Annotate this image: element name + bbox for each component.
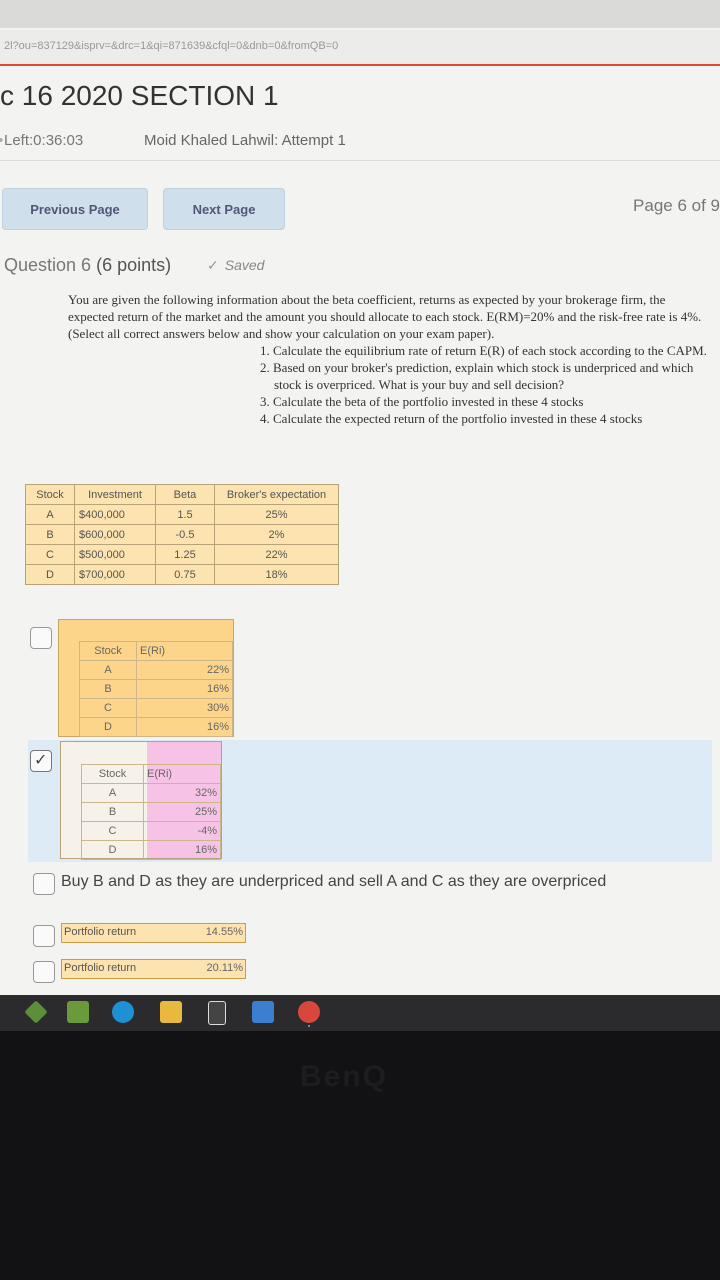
table-row	[80, 680, 233, 699]
table-cell: 18%	[215, 565, 339, 585]
table-cell: 22%	[215, 545, 339, 565]
table-row	[26, 525, 339, 545]
table-cell: D	[82, 841, 144, 860]
header-cell: Stock	[80, 642, 137, 661]
table-cell: C	[26, 545, 75, 565]
header-cell: Stock	[82, 765, 144, 784]
header-cell: Broker's expectation	[215, 485, 339, 505]
portfolio-return-label: Portfolio return	[64, 962, 137, 974]
option-5-image	[61, 959, 246, 979]
header-cell: Investment	[75, 485, 156, 505]
table-cell: 16%	[144, 841, 221, 860]
header-cell: E(Ri)	[137, 642, 233, 661]
table-cell: C	[82, 822, 144, 841]
table-cell: $400,000	[75, 505, 156, 525]
table-row	[82, 803, 221, 822]
table-cell: B	[82, 803, 144, 822]
task-item: 2. Based on your broker's prediction, explain which stock is underpriced and which stock is overpriced. What is your buy and sell decision?	[260, 360, 694, 392]
table-cell: 25%	[215, 505, 339, 525]
table-header-row	[82, 765, 221, 784]
saved-status	[207, 257, 264, 274]
table-cell: B	[80, 680, 137, 699]
option-4-image	[61, 923, 246, 943]
portfolio-return-label: Portfolio return	[64, 926, 137, 938]
option-3-text: Buy B and D as they are underpriced and sell A and C as they are overpriced	[61, 873, 607, 890]
table-cell: $700,000	[75, 565, 156, 585]
previous-page-button[interactable]: Previous Page	[2, 188, 148, 230]
chrome-icon[interactable]	[298, 1001, 320, 1023]
table-cell: -0.5	[156, 525, 215, 545]
table-cell: $600,000	[75, 525, 156, 545]
table-cell: 16%	[137, 680, 233, 699]
task-item: 1. Calculate the equilibrium rate of return E(R) of each stock according to the CAPM.	[260, 343, 707, 358]
table-cell: A	[26, 505, 75, 525]
laptop-brand-logo: BenQ	[300, 1060, 389, 1093]
option-4-checkbox[interactable]	[33, 925, 55, 947]
table-cell: A	[80, 661, 137, 680]
header-cell: Beta	[156, 485, 215, 505]
table-row	[26, 545, 339, 565]
table-cell: 1.25	[156, 545, 215, 565]
header-divider	[0, 160, 720, 161]
question-number: Question 6	[4, 255, 92, 275]
table-cell: $500,000	[75, 545, 156, 565]
table-cell: D	[26, 565, 75, 585]
portfolio-return-value: 20.11%	[206, 962, 243, 974]
table-row	[82, 822, 221, 841]
epic-games-icon[interactable]	[208, 1001, 226, 1025]
question-points: (6 points)	[96, 255, 172, 275]
task-item: 4. Calculate the expected return of the portfolio invested in these 4 stocks	[260, 411, 643, 426]
header-cell: E(Ri)	[144, 765, 221, 784]
table-cell: B	[26, 525, 75, 545]
minecraft-icon[interactable]	[24, 1000, 47, 1023]
table-row	[26, 565, 339, 585]
table-cell: 0.75	[156, 565, 215, 585]
table-row	[80, 699, 233, 718]
next-page-button[interactable]: Next Page	[163, 188, 285, 230]
task-item: 3. Calculate the beta of the portfolio invested in these 4 stocks	[260, 394, 584, 409]
table-header-row	[26, 485, 339, 505]
given-data-table	[25, 484, 339, 585]
table-cell: C	[80, 699, 137, 718]
course-title: c 16 2020 SECTION 1	[0, 80, 279, 111]
question-title	[4, 255, 171, 276]
option-2-image	[60, 741, 222, 859]
saved-label: Saved	[224, 257, 265, 273]
option-2-table	[81, 764, 221, 860]
table-cell: 1.5	[156, 505, 215, 525]
table-cell: 30%	[137, 699, 233, 718]
table-cell: 22%	[137, 661, 233, 680]
time-left: • Left:0:36:03	[4, 132, 83, 149]
table-cell: 2%	[215, 525, 339, 545]
table-row	[82, 841, 221, 860]
table-row	[80, 661, 233, 680]
task-list	[68, 342, 708, 427]
table-header-row	[80, 642, 233, 661]
table-cell: D	[80, 718, 137, 737]
check-icon: ✓	[207, 257, 219, 273]
option-1-checkbox[interactable]	[30, 627, 52, 649]
portfolio-return-value: 14.55%	[205, 926, 243, 938]
table-cell: 32%	[144, 784, 221, 803]
header-cell: Stock	[26, 485, 75, 505]
edge-icon[interactable]	[112, 1001, 134, 1023]
option-3-checkbox[interactable]	[33, 873, 55, 895]
option-1-image	[58, 619, 234, 737]
page-indicator: Page 6 of 9	[633, 196, 720, 215]
table-row	[26, 505, 339, 525]
browser-tab-strip	[0, 0, 720, 28]
windows-taskbar	[0, 995, 720, 1031]
table-cell: 16%	[137, 718, 233, 737]
option-1-table	[79, 641, 233, 737]
address-bar[interactable]	[0, 30, 720, 66]
table-row	[80, 718, 233, 737]
minecraft-dungeons-icon[interactable]	[67, 1001, 89, 1023]
question-text	[68, 291, 708, 427]
option-5-checkbox[interactable]	[33, 961, 55, 983]
question-intro: You are given the following information about the beta coefficient, returns as expected by your brokerage firm, the expected return of the market and the amount you should allocate to each stock. E(RM)=20% and the risk-free rate is 4%. (Select all correct answers below and show your calculation on your exam paper).	[68, 292, 702, 341]
student-attempt: Moid Khaled Lahwil: Attempt 1	[144, 132, 346, 149]
table-row	[82, 784, 221, 803]
table-cell: A	[82, 784, 144, 803]
option-2-checkbox[interactable]	[30, 750, 52, 772]
mail-icon[interactable]	[252, 1001, 274, 1023]
url-text: 2l?ou=837129&isprv=&drc=1&qi=871639&cfql=0&dnb=0&fromQB=0	[4, 40, 339, 52]
file-explorer-icon[interactable]	[160, 1001, 182, 1023]
table-cell: -4%	[144, 822, 221, 841]
table-cell: 25%	[144, 803, 221, 822]
